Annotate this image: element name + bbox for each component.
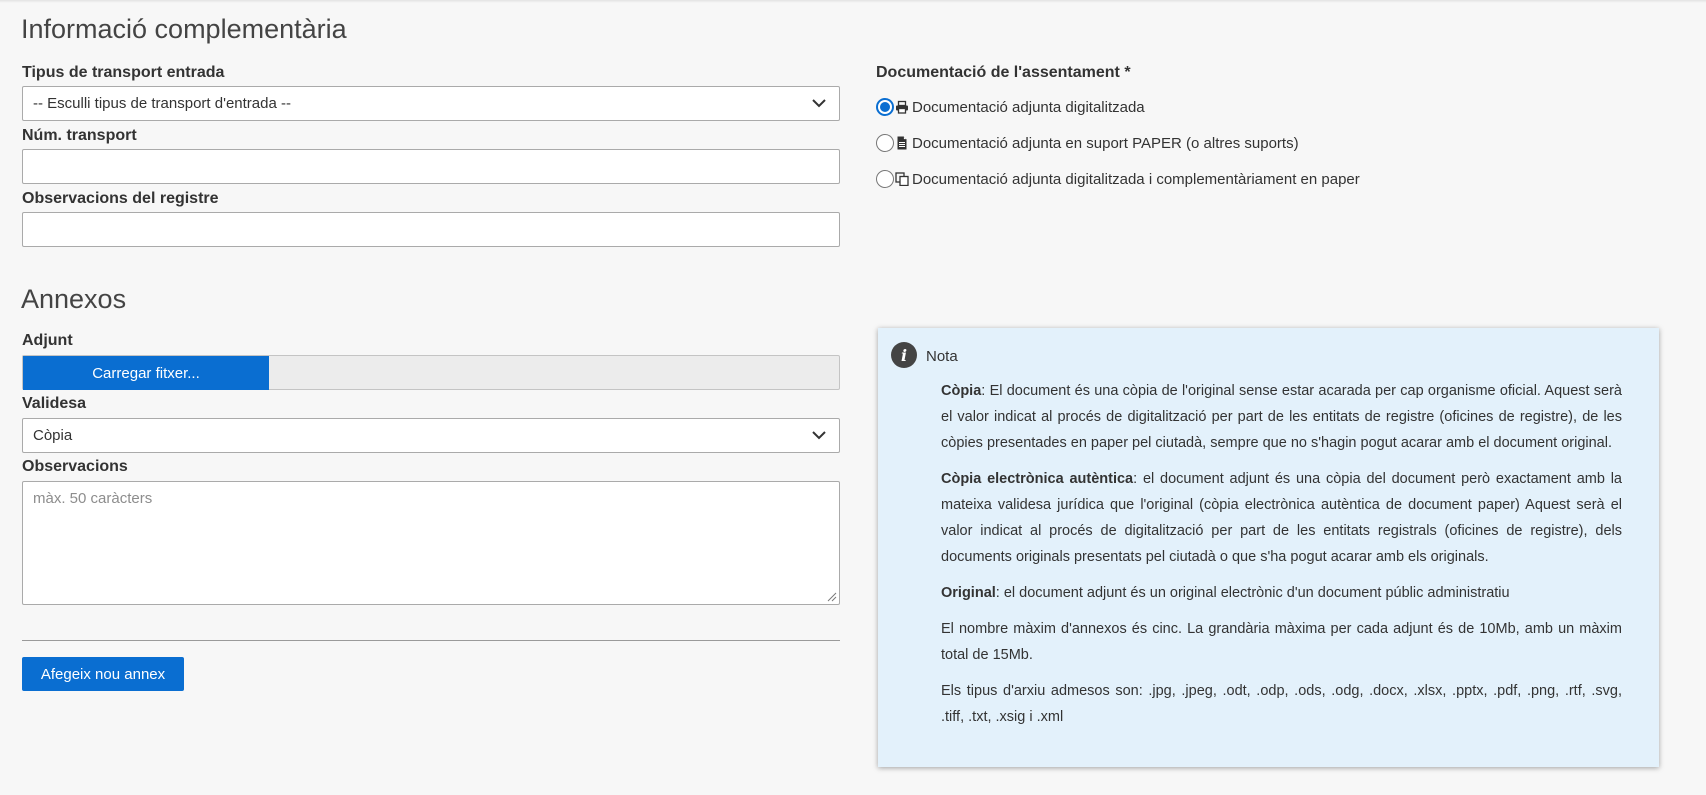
section-title-info: Informació complementària [21,14,347,44]
divider [22,640,840,641]
file-text-icon [895,136,909,150]
doc-option-both-label: Documentació adjunta digitalitzada i complementàriament en paper [912,170,1360,188]
add-annex-button[interactable]: Afegeix nou annex [22,657,184,691]
note-panel [878,328,1659,767]
note-copy-term: Còpia [941,383,982,399]
registry-observations-label: Observacions del registre [22,190,219,207]
upload-file-button[interactable]: Carregar fitxer... [23,356,269,390]
registry-observations-input[interactable] [22,212,840,247]
chevron-down-icon [811,98,827,108]
validity-select[interactable] [22,418,840,453]
annex-observations-label: Observacions [22,458,128,475]
note-title: Nota [926,348,958,365]
file-upload-field[interactable] [22,355,840,390]
transport-type-value: -- Esculli tipus de transport d'entrada -- [33,95,291,112]
doc-option-both-radio[interactable] [876,170,894,188]
note-body [941,378,1622,740]
doc-option-paper-radio[interactable] [876,134,894,152]
note-file-types: Els tipus d'arxiu admesos son: .jpg, .jpeg, .odt, .odp, .ods, .odg, .docx, .xlsx, .pptx, .pdf, .png, .rtf, .svg, .tiff, .txt, .xsig i .xml [941,683,1622,725]
top-shadow [0,0,1706,3]
chevron-down-icon [811,430,827,440]
transport-number-input[interactable] [22,149,840,184]
annex-observations-placeholder: màx. 50 caràcters [33,490,153,507]
doc-option-paper-label: Documentació adjunta en suport PAPER (o altres suports) [912,134,1299,152]
note-original-paragraph [941,580,1622,606]
transport-number-label: Núm. transport [22,127,137,144]
doc-option-digital[interactable] [876,98,1145,116]
printer-icon [895,100,909,114]
note-original-term: Original [941,585,996,601]
note-copy-text: : El document és una còpia de l'original sense estar acarada per cap organisme oficial. Aquest serà el valor indicat al procés de digitalització per part de les entitats de registre (oficines de registre), de les còpies presentades en paper pel ciutadà, sempre que no s'hagin pogut acarar amb el document original. [941,383,1622,451]
transport-type-label: Tipus de transport entrada [22,64,225,81]
doc-option-both[interactable] [876,170,1360,188]
note-authentic-term: Còpia electrònica autèntica [941,471,1134,487]
note-copy-paragraph [941,378,1622,456]
note-limits: El nombre màxim d'annexos és cinc. La grandària màxima per cada adjunt és de 10Mb, amb un màxim total de 15Mb. [941,621,1622,663]
doc-option-paper[interactable] [876,134,1299,152]
attachment-label: Adjunt [22,332,73,349]
note-authentic-text: : el document adjunt és una còpia del document però exactament amb la mateixa validesa jurídica que l'original (còpia electrònica autèntica de document paper) Aquest serà el valor indicat al procés de digitalització per part de les entitats registrals (oficines de registre), dels documents originals presentats pel ciutadà o que s'ha pogut acarar amb els originals. [941,471,1622,565]
annex-observations-textarea[interactable] [22,481,840,605]
resize-handle-icon[interactable] [827,592,837,602]
note-authentic-paragraph [941,466,1622,570]
doc-option-digital-radio[interactable] [876,98,894,116]
note-original-text: : el document adjunt és un original electrònic d'un document públic administratiu [995,585,1510,601]
section-title-annexes: Annexos [21,284,127,314]
validity-label: Validesa [22,395,87,412]
doc-option-digital-label: Documentació adjunta digitalitzada [912,98,1145,116]
info-icon: i [891,342,917,368]
copy-icon [895,172,909,186]
documentation-label: Documentació de l'assentament * [876,64,1131,81]
transport-type-select[interactable] [22,86,840,121]
validity-value: Còpia [33,427,73,444]
